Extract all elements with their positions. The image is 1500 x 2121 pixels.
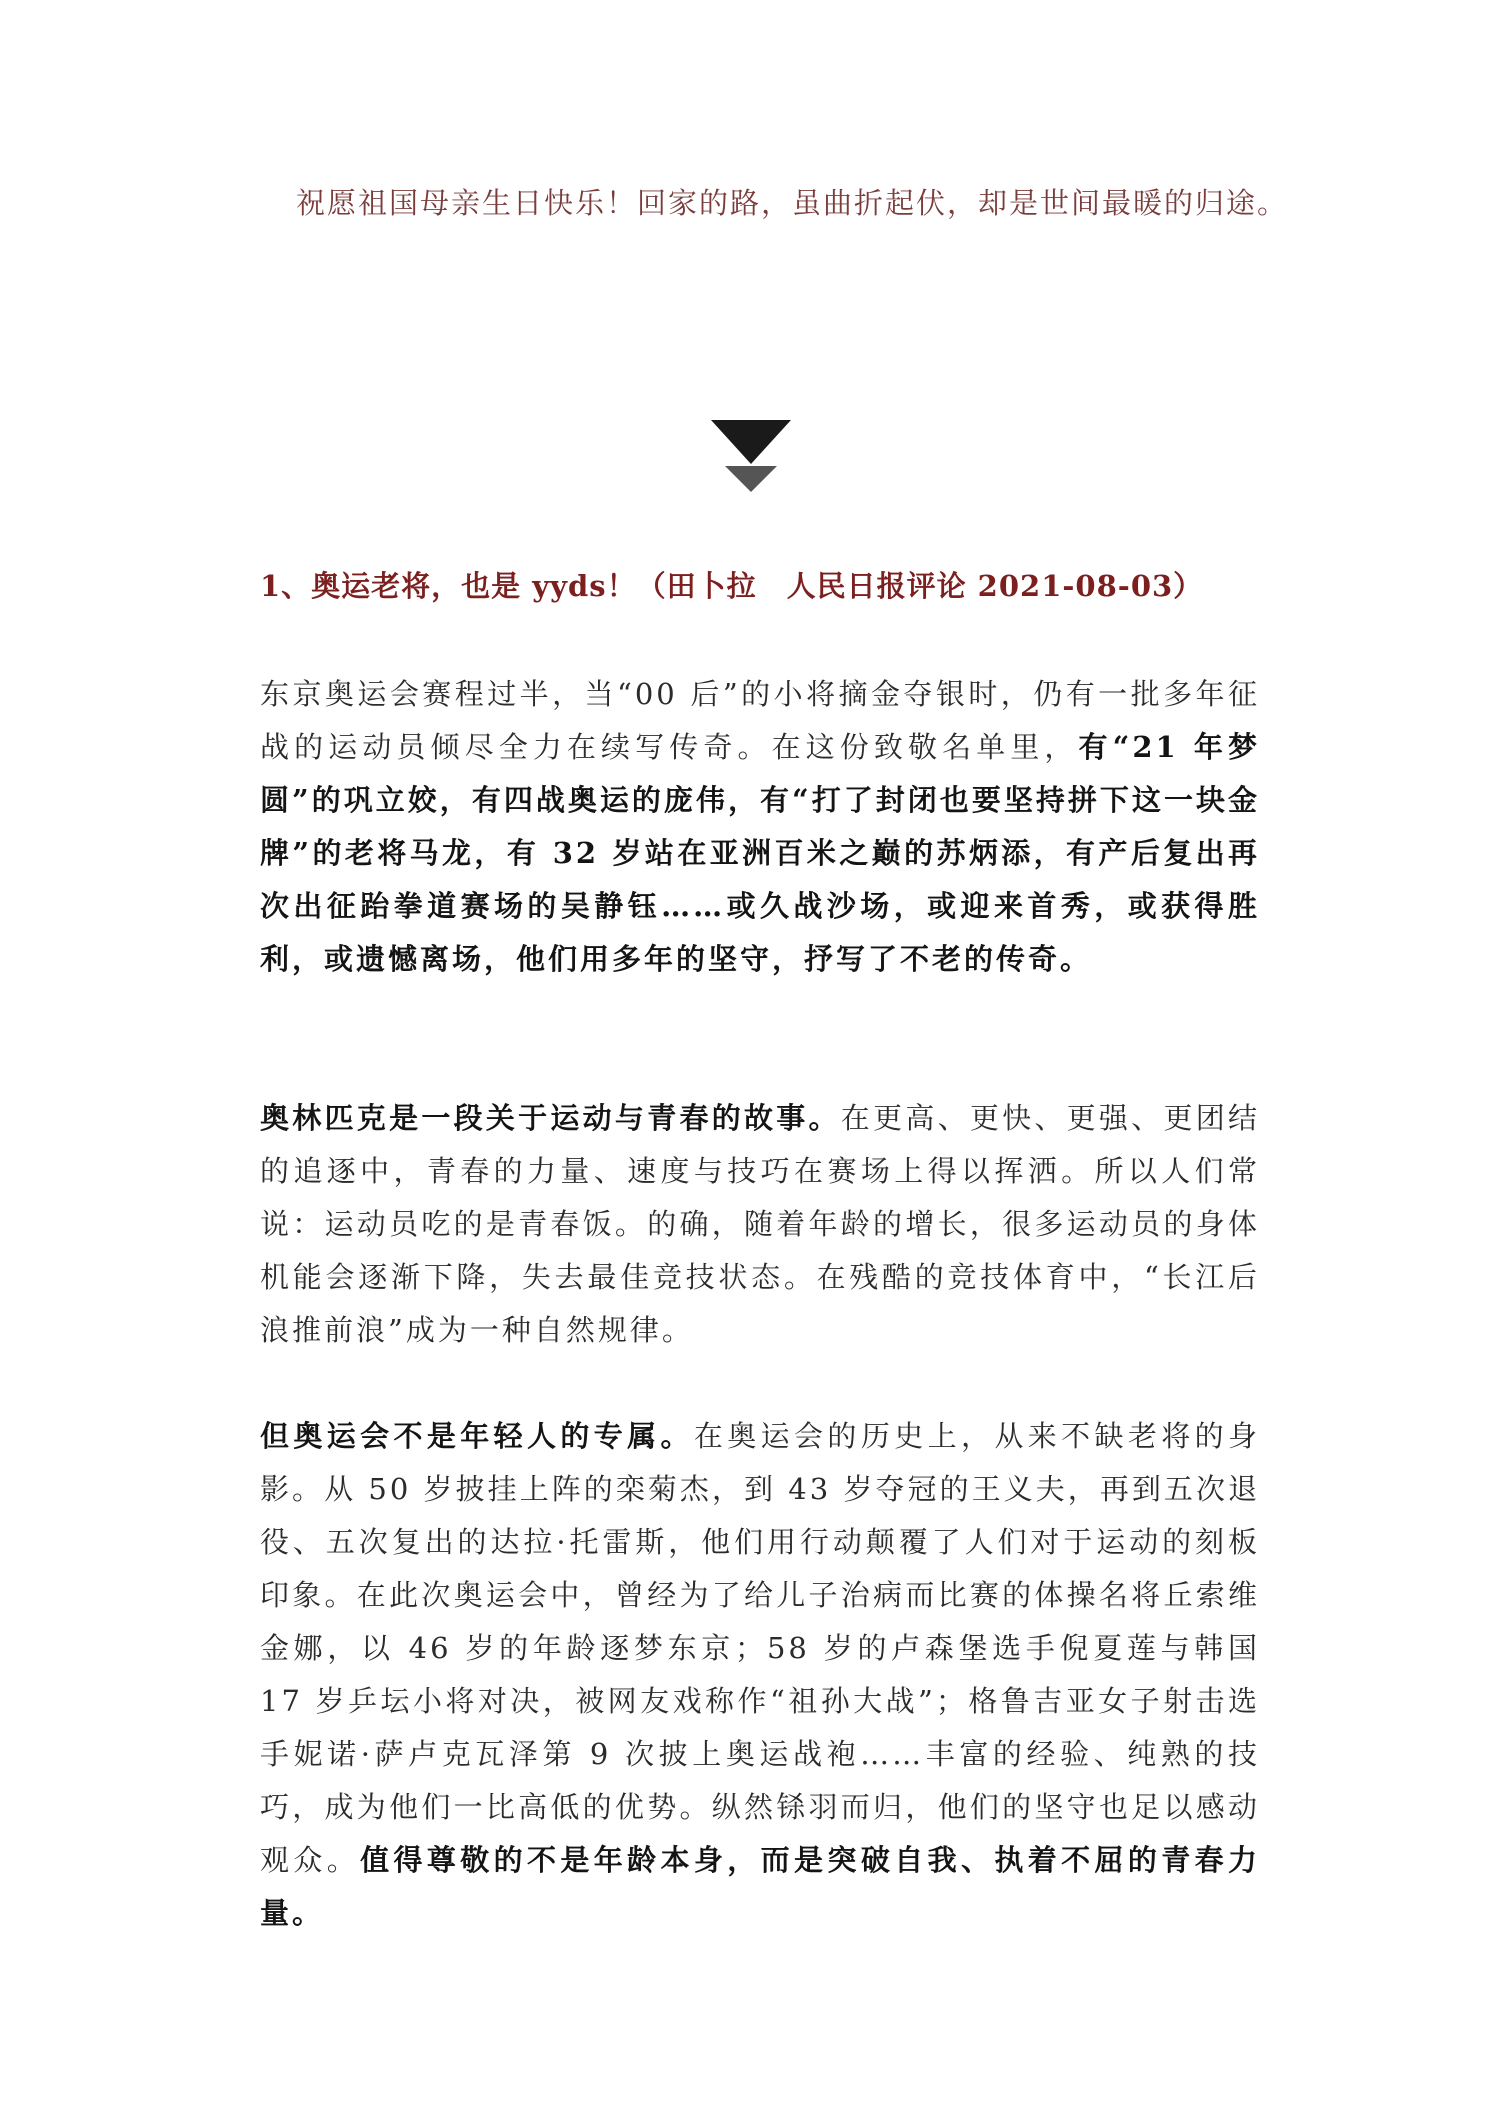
paragraph-1-bold-text: 有“21 年梦圆”的巩立姣，有四战奥运的庞伟，有“打了封闭也要坚持拼下这一块金牌”的老将马龙，有 32 岁站在亚洲百米之巅的苏炳添，有产后复出再次出征跆拳道赛场的吴静钰……或久战沙场，或迎来首秀，或获得胜利，或遗憾离场，他们用多年的坚守，抒写了不老的传奇。 — [260, 730, 1260, 976]
paragraph-1-text: 东京奥运会赛程过半，当“00 后”的小将摘金夺银时，仍有一批多年征战的运动员倾尽全力在续写传奇。在这份致敬名单里， — [260, 677, 1260, 764]
paragraph-3-bold-conclusion: 值得尊敬的不是年龄本身，而是突破自我、执着不屈的青春力量。 — [260, 1843, 1260, 1930]
article-paragraph-3 — [260, 1410, 1260, 1940]
article-paragraph-2 — [260, 1092, 1260, 1357]
paragraph-2-text: 在更高、更快、更强、更团结的追逐中，青春的力量、速度与技巧在赛场上得以挥洒。所以人们常说：运动员吃的是青春饭。的确，随着年龄的增长，很多运动员的身体机能会逐渐下降，失去最佳竞技状态。在残酷的竞技体育中，“长江后浪推前浪”成为一种自然规律。 — [260, 1101, 1260, 1347]
paragraph-2-bold-lead: 奥林匹克是一段关于运动与青春的故事。 — [260, 1101, 841, 1135]
double-down-triangle-icon — [711, 420, 791, 492]
paragraph-3-bold-lead: 但奥运会不是年轻人的专属。 — [260, 1419, 694, 1453]
intro-paragraph: 祝愿祖国母亲生日快乐！回家的路，虽曲折起伏，却是世间最暖的归途。 — [296, 186, 1289, 220]
paragraph-3-text: 在奥运会的历史上，从来不缺老将的身影。从 50 岁披挂上阵的栾菊杰，到 43 岁夺冠的王义夫，再到五次退役、五次复出的达拉·托雷斯，他们用行动颠覆了人们对于运动的刻板印象。在此次奥运会中，曾经为了给儿子治病而比赛的体操名将丘索维金娜，以 46 岁的年龄逐梦东京；58 岁的卢森堡选手倪夏莲与韩国 17 岁乒坛小将对决，被网友戏称作“祖孙大战”；格鲁吉亚女子射击选手妮诺·萨卢克瓦泽第 9 次披上奥运战袍……丰富的经验、纯熟的技巧，成为他们一比高低的优势。纵然铩羽而归，他们的坚守也足以感动观众。 — [260, 1419, 1260, 1877]
article-paragraph-1 — [260, 668, 1260, 986]
article-heading: 1、奥运老将，也是 yyds！（田卜拉 人民日报评论 2021-08-03） — [260, 569, 1204, 603]
